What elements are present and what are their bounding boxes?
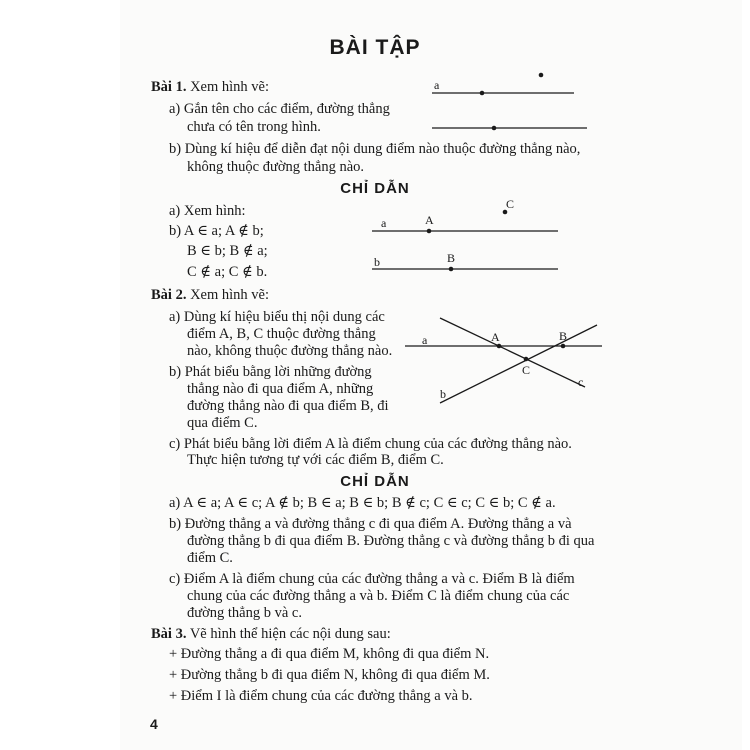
hint1-label-C: C	[506, 197, 515, 211]
hint2-heading: CHỈ DẪN	[340, 473, 410, 490]
hint2-a: a) A ∈ a; A ∈ c; A ∉ b; B ∈ a; B ∈ b; B ∉ c; C ∈ c; C ∈ b; C ∉ a.	[169, 495, 556, 511]
ex2-a-line1: a) Dùng kí hiệu biểu thị nội dung các	[169, 309, 385, 325]
hint1-figure	[372, 197, 558, 271]
ex1-point-on-line2	[492, 126, 497, 131]
ex2-b-line3: đường thẳng nào đi qua điểm B, đi	[187, 398, 389, 414]
ex2-label-a: a	[422, 333, 428, 347]
hint2-b-line2: đường thẳng b đi qua điểm B. Đường thẳng c và đường thẳng b đi qua	[187, 533, 595, 549]
ex3-intro: Vẽ hình thể hiện các nội dung sau:	[189, 626, 391, 642]
ex1-b-line1: b) Dùng kí hiệu để diễn đạt nội dung điểm nào thuộc đường thẳng nào,	[169, 141, 581, 157]
hint1-label-b: b	[374, 255, 380, 269]
page-number: 4	[150, 716, 158, 732]
ex3-item: + Điểm I là điểm chung của các đường thẳng a và b.	[169, 688, 473, 704]
hint1-point-B	[449, 267, 454, 272]
ex1-a-line1: a) Gắn tên cho các điểm, đường thẳng	[169, 101, 390, 117]
hint1-b-line1: b) A ∈ a; A ∉ b;	[169, 223, 264, 239]
ex2-a-line3: nào, không thuộc đường thẳng nào.	[187, 343, 393, 359]
hint1-heading: CHỈ DẪN	[340, 180, 410, 197]
page-title: BÀI TẬP	[329, 36, 421, 59]
ex2-intro: Xem hình vẽ:	[190, 287, 270, 303]
hint2-b-line3: điểm C.	[187, 550, 233, 566]
ex1-b-line2: không thuộc đường thẳng nào.	[187, 159, 365, 175]
ex1-a-line2: chưa có tên trong hình.	[187, 119, 321, 135]
ex2-b-line4: qua điểm C.	[187, 415, 258, 431]
ex3-label: Bài 3.	[151, 626, 187, 642]
ex2-c-line2: Thực hiện tương tự với các điểm B, điểm C.	[187, 452, 444, 468]
hint2-c-line2: chung của các đường thẳng a và b. Điểm C là điểm chung của các	[187, 588, 570, 604]
ex2-b-line2: thẳng nào đi qua điểm A, những	[187, 381, 374, 397]
ex1-intro: Xem hình vẽ:	[190, 79, 270, 95]
ex2-line-b	[440, 325, 597, 403]
ex3-item: + Đường thẳng a đi qua điểm M, không đi qua điểm N.	[169, 646, 490, 662]
hint1-label-a: a	[381, 216, 387, 230]
hint1-point-A	[427, 229, 432, 234]
ex2-label-b: b	[440, 387, 446, 401]
ex1-line-a-label: a	[434, 78, 440, 92]
ex2-b-line1: b) Phát biểu bằng lời những đường	[169, 364, 372, 380]
ex1-point-on-a	[480, 91, 485, 96]
hint2-b-line1: b) Đường thẳng a và đường thẳng c đi qua điểm A. Đường thẳng a và	[169, 516, 572, 532]
hint2-c-line1: c) Điểm A là điểm chung của các đường thẳng a và c. Điểm B là điểm	[169, 571, 575, 587]
ex2-heading	[151, 286, 269, 304]
ex1-figure	[432, 73, 587, 131]
ex2-label-C: C	[522, 363, 531, 377]
hint1-label-A: A	[425, 213, 434, 227]
ex2-c-line1: c) Phát biểu bằng lời điểm A là điểm chung của các đường thẳng nào.	[169, 436, 572, 452]
ex2-a-line2: điểm A, B, C thuộc đường thẳng	[187, 326, 376, 342]
hint1-a: a) Xem hình:	[169, 203, 246, 219]
ex2-label: Bài 2.	[151, 287, 187, 303]
hint2-c-line3: đường thẳng b và c.	[187, 605, 302, 621]
ex2-label-c: c	[578, 375, 584, 389]
hint1-b-line2: B ∈ b; B ∉ a;	[187, 243, 268, 259]
ex2-label-A: A	[491, 330, 500, 344]
ex1-label: Bài 1.	[151, 79, 187, 95]
hint1-b-line3: C ∉ a; C ∉ b.	[187, 264, 268, 280]
ex2-point-B	[561, 344, 566, 349]
ex3-heading	[151, 625, 391, 643]
ex1-point-outside	[539, 73, 544, 78]
ex2-label-B: B	[559, 329, 568, 343]
ex2-point-C	[524, 357, 529, 362]
ex2-figure	[405, 318, 602, 403]
ex2-point-A	[497, 344, 502, 349]
hint1-label-B: B	[447, 251, 456, 265]
ex3-item: + Đường thẳng b đi qua điểm N, không đi qua điểm M.	[169, 667, 490, 683]
